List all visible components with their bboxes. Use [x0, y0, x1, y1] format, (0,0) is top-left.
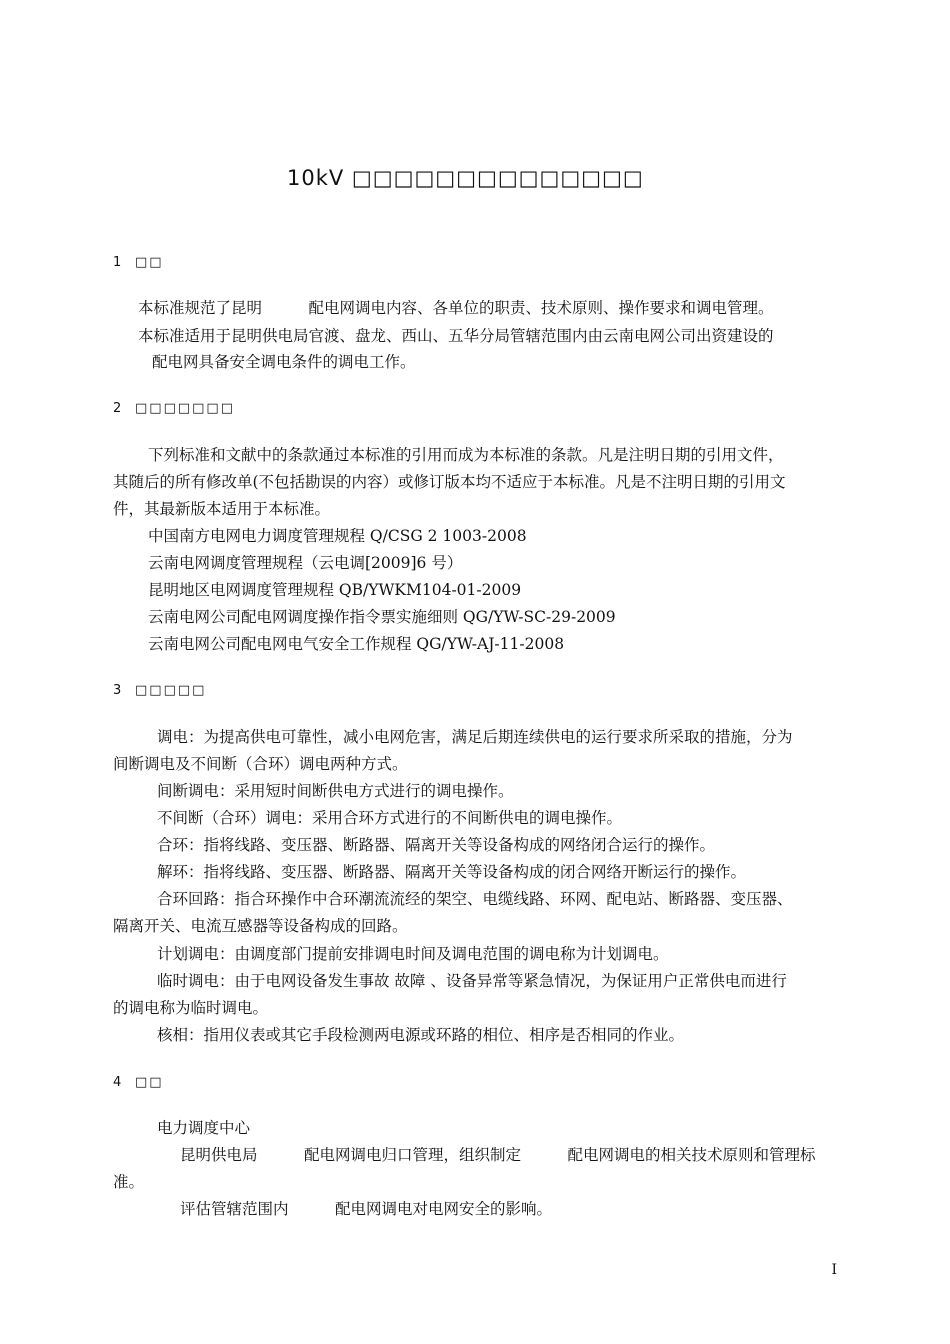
reference-line: 云南电网调度管理规程（云电调[2009]6 号） [148, 554, 463, 572]
definition-line: 的调电称为临时调电。 [113, 999, 269, 1017]
section-number: 4 [113, 1075, 124, 1090]
reference-line: 云南电网公司配电网调度操作指令票实施细则 QG/YW-SC-29-2009 [148, 608, 616, 626]
section-title: □□ [135, 1075, 164, 1090]
document-title: 10kV □□□□□□□□□□□□□□ [287, 166, 644, 190]
definition-line: 间断调电及不间断（合环）调电两种方式。 [113, 755, 408, 773]
reference-line: 昆明地区电网调度管理规程 QB/YWKM104-01-2009 [148, 581, 522, 599]
definition-line: 临时调电：由于电网设备发生事故 故障 、设备异常等紧急情况，为保证用户正常供电而进行 [157, 972, 787, 990]
paragraph-line: 评估管辖范围内 配电网调电对电网安全的影响。 [180, 1200, 553, 1218]
definition-line: 间断调电：采用短时间断供电方式进行的调电操作。 [157, 782, 514, 800]
paragraph-line: 配电网具备安全调电条件的调电工作。 [152, 353, 416, 371]
section-number: 2 [113, 401, 124, 416]
definition-line: 合环回路：指合环操作中合环潮流流经的架空、电缆线路、环网、配电站、断路器、变压器、 [157, 890, 793, 908]
section-2-heading [113, 401, 235, 416]
subsection-title: 电力调度中心 [157, 1119, 251, 1137]
paragraph-line: 昆明供电局 配电网调电归口管理，组织制定 配电网调电的相关技术原则和管理标 [180, 1146, 816, 1164]
section-4-heading [113, 1075, 164, 1090]
reference-line: 中国南方电网电力调度管理规程 Q/CSG 2 1003-2008 [148, 527, 527, 545]
paragraph-line: 本标准适用于昆明供电局官渡、盘龙、西山、五华分局管辖范围内由云南电网公司出资建设的 [138, 327, 774, 345]
paragraph-line: 下列标准和文献中的条款通过本标准的引用而成为本标准的条款。凡是注明日期的引用文件， [148, 446, 784, 464]
section-number: 3 [113, 683, 124, 698]
definition-line: 合环：指将线路、变压器、断路器、隔离开关等设备构成的网络闭合运行的操作。 [157, 836, 716, 854]
section-3-heading [113, 683, 206, 698]
paragraph-line: 准。 [113, 1173, 145, 1191]
definition-line: 隔离开关、电流互感器等设备构成的回路。 [113, 917, 408, 935]
section-number: 1 [113, 255, 124, 270]
paragraph-line: 本标准规范了昆明 配电网调电内容、各单位的职责、技术原则、操作要求和调电管理。 [138, 299, 774, 317]
paragraph-line: 其随后的所有修改单(不包括勘误的内容）或修订版本均不适应于本标准。凡是不注明日期的引用文 [113, 473, 786, 491]
definition-line: 计划调电：由调度部门提前安排调电时间及调电范围的调电称为计划调电。 [157, 945, 669, 963]
section-title: □□□□□□□ [135, 401, 235, 416]
paragraph-line: 件，其最新版本适用于本标准。 [113, 500, 331, 518]
definition-line: 解环：指将线路、变压器、断路器、隔离开关等设备构成的闭合网络开断运行的操作。 [157, 863, 747, 881]
definition-line: 核相：指用仪表或其它手段检测两电源或环路的相位、相序是否相同的作业。 [157, 1026, 685, 1044]
section-1-heading [113, 255, 164, 270]
definition-line: 不间断（合环）调电：采用合环方式进行的不间断供电的调电操作。 [157, 809, 623, 827]
reference-line: 云南电网公司配电网电气安全工作规程 QG/YW-AJ-11-2008 [148, 635, 565, 653]
page-number: I [831, 1262, 837, 1278]
section-title: □□ [135, 255, 164, 270]
section-title: □□□□□ [135, 683, 207, 698]
definition-line: 调电：为提高供电可靠性，减小电网危害，满足后期连续供电的运行要求所采取的措施，分为 [157, 728, 793, 746]
